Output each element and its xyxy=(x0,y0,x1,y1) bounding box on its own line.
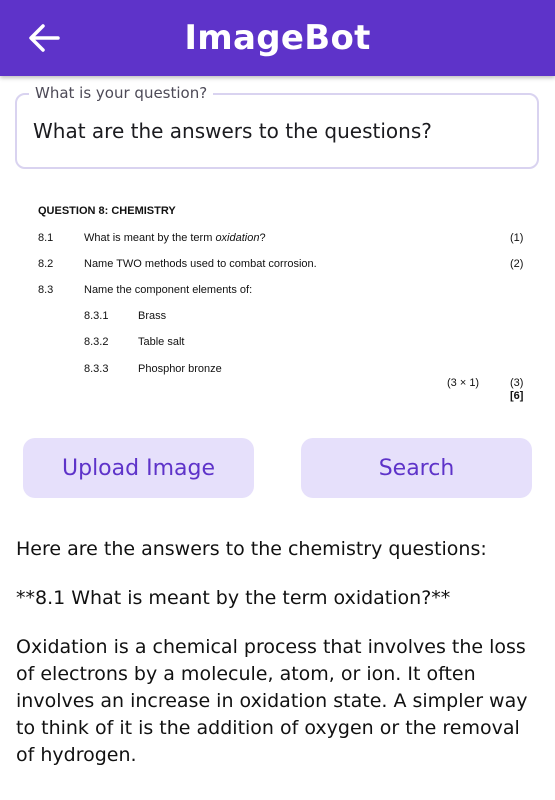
doc-subitem-number: 8.3.1 xyxy=(84,310,109,322)
doc-item-marks: (1) xyxy=(510,232,524,244)
question-label: What is your question? xyxy=(29,84,213,102)
doc-heading: QUESTION 8: CHEMISTRY xyxy=(38,205,176,217)
app-title: ImageBot xyxy=(184,18,371,58)
answer-body: Oxidation is a chemical process that involves the loss of electrons by a molecule, atom, or ion. It often involves an increase in oxidation state. A simpler way to think of it is the addition of oxygen or the removal of hydrogen. xyxy=(16,636,528,766)
uploaded-image xyxy=(20,196,535,402)
doc-item-number: 8.1 xyxy=(38,232,54,244)
answer-heading: **8.1 What is meant by the term oxidation?** xyxy=(16,587,451,609)
answer-intro: Here are the answers to the chemistry questions: xyxy=(16,538,487,560)
answer-text xyxy=(16,536,544,791)
doc-item-number: 8.2 xyxy=(38,258,54,270)
doc-sub-marks: (3) xyxy=(510,377,524,389)
search-button[interactable]: Search xyxy=(301,438,532,498)
doc-subitem-text: Table salt xyxy=(138,336,185,348)
doc-item-marks: (2) xyxy=(510,258,524,270)
doc-subitem-number: 8.3.3 xyxy=(84,363,109,375)
question-field[interactable] xyxy=(15,84,539,169)
doc-subitem-text: Phosphor bronze xyxy=(138,363,222,375)
question-input[interactable] xyxy=(33,119,523,143)
doc-multiplier: (3 × 1) xyxy=(447,377,480,389)
doc-subitem-text: Brass xyxy=(138,310,167,322)
app-bar xyxy=(0,0,555,76)
doc-item-text: What is meant by the term oxidation? xyxy=(84,232,266,244)
doc-item-text: Name TWO methods used to combat corrosion. xyxy=(84,258,317,270)
doc-item-number: 8.3 xyxy=(38,284,54,296)
doc-subitem-number: 8.3.2 xyxy=(84,336,109,348)
doc-item-text: Name the component elements of: xyxy=(84,284,253,296)
doc-total: [6] xyxy=(510,390,524,402)
back-button[interactable] xyxy=(20,14,68,62)
arrow-left-icon xyxy=(27,21,61,55)
upload-image-button[interactable]: Upload Image xyxy=(23,438,254,498)
